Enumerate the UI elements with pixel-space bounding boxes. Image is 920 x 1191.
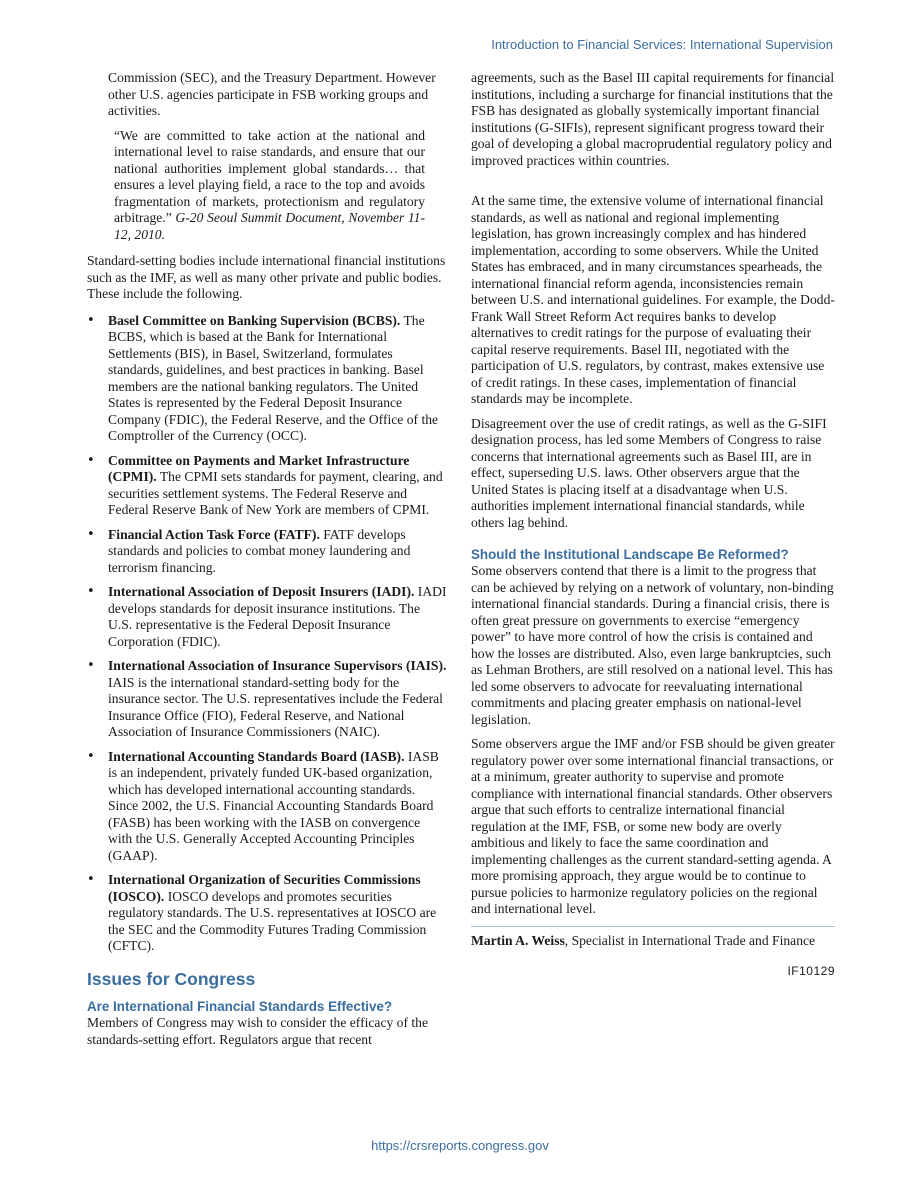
bullet-term: International Accounting Standards Board (IASB). [108,748,405,764]
left-column [87,70,447,1056]
bullet-term: Financial Action Task Force (FATF). [108,526,320,542]
list-item [87,584,447,650]
bullet-icon: • [87,526,95,542]
list-item [87,527,447,577]
author-title: , Specialist in International Trade and Finance [564,932,816,948]
paragraph-limits: Some observers contend that there is a limit to the progress that can be achieved by relying on a network of voluntary, non-binding international financial standards. During a financial crisis, there is often great pressure on governments to exercise “emergency power” to have more control of how the crisis is contained and how the losses are distributed. Also, even large bankruptcies, such as Lehman Brothers, are still resolved on a national level. This has led some observers to advocate for reevaluating international commitments and placing greater emphasis on national-level legislation. [471,563,834,727]
bullet-icon: • [87,584,95,599]
paragraph-disagreement: Disagreement over the use of credit ratings, as well as the G-SIFI designation process, has led some Members of Congress to raise concerns that international agreements such as Basel III, are in effect, superseding U.S. laws. Other observers argue that the United States is placing itself at a disadvantage when U.S. authorities implement international financial standards, while others lag behind. [471,415,827,530]
bullet-icon: • [87,312,95,328]
list-item [87,872,447,955]
bullet-term: International Association of Deposit Insurers (IADI). [108,584,415,599]
paragraph-agreements: agreements, such as the Basel III capital requirements for financial institutions, including a surcharge for financial institutions that the FSB has designated as globally systemically important financial institutions (G-SIFIs), represent significant progress toward their goal of developing a global macroprudential regulatory policy and improved practices within countries. [471,70,835,168]
bullet-text: IOSCO develops and promotes securities regulatory standards. The U.S. representatives at IOSCO are the SEC and the Commodity Futures Trading Commission (CFTC). [108,888,437,953]
running-header: Introduction to Financial Services: International Supervision [491,37,833,52]
reform-heading: Should the Institutional Landscape Be Reformed? [471,547,789,562]
report-id: IF10129 [787,964,835,978]
bullet-term: Committee on Payments and Market Infrastructure (CPMI). [108,452,410,484]
footer-url[interactable]: https://crsreports.congress.gov [371,1138,549,1153]
bullet-text: IADI develops standards for deposit insurance institutions. The U.S. representative is the Federal Deposit Insurance Corporation (FDIC). [108,584,447,649]
bullet-term: International Organization of Securities Commissions (IOSCO). [108,872,421,904]
issues-heading: Issues for Congress [87,968,256,989]
list-item [87,749,447,865]
bullet-text: IAIS is the international standard-setting body for the insurance sector. The U.S. representatives include the Federal Insurance Office (FIO), Federal Reserve, and National Association of Insurance Commissioners (NAIC). [108,674,443,739]
author-divider [471,926,835,927]
g20-quote [114,128,425,244]
quote-text: “We are committed to take action at the national and international level to raise standards, and ensure that our national authorities implement global standards… that ensures a level playing field, a race to the top and avoids fragmentation of markets, protectionism and regulatory arbitrage.” [114,127,425,225]
effective-paragraph: Members of Congress may wish to consider the efficacy of the standards-setting effort. Regulators argue that recent [87,1015,429,1047]
bullet-text: The CPMI sets standards for payment, clearing, and securities settlement systems. The Federal Reserve and Federal Reserve Bank of New York are members of CPMI. [108,469,443,517]
list-item [87,453,447,519]
bullet-text: IASB is an independent, privately funded UK-based organization, which has developed international accounting standards. Since 2002, the U.S. Financial Accounting Standards Board (FASB) has been working with the IASB on convergence with the U.S. Generally Accepted Accounting Principles (GAAP). [108,748,439,863]
right-column [471,70,835,980]
author-name: Martin A. Weiss [471,932,565,948]
author-line [471,933,835,950]
quote-source: G-20 Seoul Summit Document, November 11-12, 2010. [114,210,425,242]
bullet-term: Basel Committee on Banking Supervision (BCBS). [108,312,401,328]
effective-heading: Are International Financial Standards Effective? [87,999,393,1014]
bullet-icon: • [87,872,95,887]
paragraph-complexity: At the same time, the extensive volume of international financial standards, as well as national and regional implementing legislation, has grown increasingly complex and has hindered implementation, according to some observers. While the United States has embraced, and in many circumstances spearheads, the international financial reform agenda, inconsistencies remain between U.S. and international guidelines. For example, the Dodd-Frank Wall Street Reform Act requires banks to develop alternatives to credit ratings for the purpose of evaluating their capital reserve requirements. Basel III, negotiated with the participation of U.S. regulators, by contrast, makes extensive use of credit ratings. In these cases, implementation of financial standards may be incomplete. [471,193,835,406]
bullet-text: The BCBS, which is based at the Bank for International Settlements (BIS), in Basel, Switzerland, formulates standards, guidelines, and best practices in banking. Basel members are the national banking regulators. The United States is represented by the Federal Deposit Insurance Company (FDIC), the Federal Reserve, and the Office of the Comptroller of the Currency (OCC). [108,312,439,443]
bodies-intro: Standard-setting bodies include international financial institutions such as the IMF, as well as many other private and public bodies. These include the following. [87,253,446,301]
intro-continuation: Commission (SEC), and the Treasury Department. However other U.S. agencies participate in FSB working groups and activities. [108,70,436,118]
paragraph-imf-fsb: Some observers argue the IMF and/or FSB should be given greater regulatory power over some international financial transactions, or at a minimum, greater authority to supervise and promote compliance with international financial standards. Other observers argue that such efforts to centralize international financial regulation at the IMF, FSB, or some new body are overly ambitious and likely to face the same coordination and implementing challenges as the current standard-setting agenda. A more promising approach, they argue would be to continue to pursue policies to harmonize regulatory policies on the regional and international level. [471,736,835,916]
bullet-text: FATF develops standards and policies to combat money laundering and terrorism financing. [108,526,411,575]
list-item [87,658,447,741]
list-item [87,313,447,445]
bullet-icon: • [87,748,95,764]
bullet-term: International Association of Insurance Supervisors (IAIS). [108,658,447,673]
standard-setting-bodies-list [87,313,447,955]
bullet-icon: • [87,452,95,468]
bullet-icon: • [87,658,95,673]
